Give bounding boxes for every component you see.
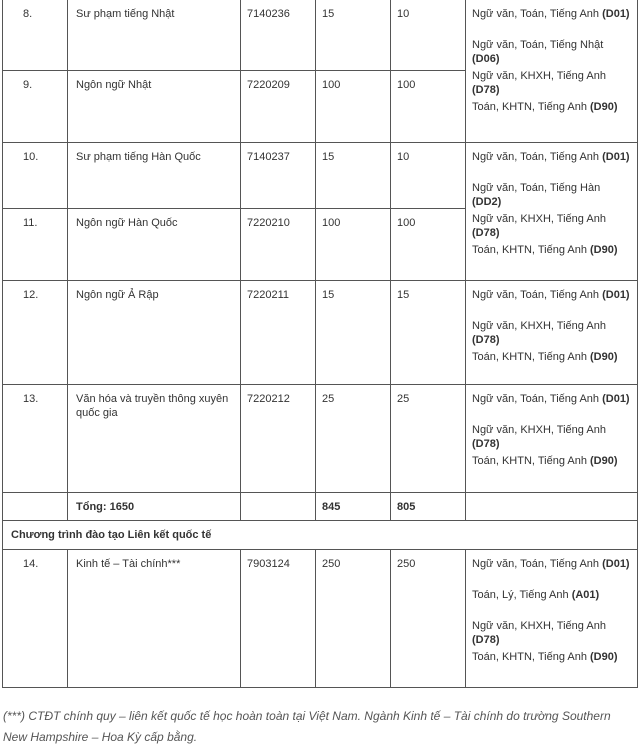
combo-item: Toán, Lý, Tiếng Anh (A01): [472, 588, 600, 601]
combo-item: Toán, KHTN, Tiếng Anh (D90): [472, 101, 618, 113]
quota-exam: 250: [391, 549, 466, 687]
quota-exam: 25: [391, 384, 466, 492]
row-number: 11.: [3, 208, 68, 280]
major-name: Ngôn ngữ Nhật: [68, 70, 241, 142]
quota-total: 250: [316, 549, 391, 687]
quota-exam: 15: [391, 280, 466, 384]
major-code: 7903124: [241, 549, 316, 687]
table-row: [3, 384, 638, 492]
table-row: [3, 142, 638, 208]
major-code: 7220210: [241, 208, 316, 280]
combo-item: Ngữ văn, Toán, Tiếng Nhật (D06): [472, 39, 604, 65]
major-name: Sư phạm tiếng Hàn Quốc: [68, 142, 241, 208]
major-code: 7140236: [241, 0, 316, 70]
major-code: 7220209: [241, 70, 316, 142]
combo-item: Ngữ văn, Toán, Tiếng Anh (D01): [472, 8, 630, 20]
quota-exam: 100: [391, 208, 466, 280]
combo-item: Ngữ văn, KHXH, Tiếng Anh (D78): [472, 319, 606, 346]
row-number: 12.: [3, 280, 68, 384]
quota-total: 25: [316, 384, 391, 492]
subject-combinations: [466, 142, 638, 280]
quota-exam: 10: [391, 0, 466, 70]
major-name: Ngôn ngữ Ả Rập: [68, 280, 241, 384]
row-number: 13.: [3, 384, 68, 492]
subject-combinations: [466, 0, 638, 142]
total-quota: 845: [322, 500, 341, 513]
row-number: 9.: [3, 70, 68, 142]
quota-total: 100: [316, 70, 391, 142]
major-code: 7220212: [241, 384, 316, 492]
major-name: Kinh tế – Tài chính***: [68, 549, 241, 687]
combo-item: Ngữ văn, Toán, Tiếng Anh (D01): [472, 392, 630, 405]
combo-item: Toán, KHTN, Tiếng Anh (D90): [472, 243, 618, 256]
quota-exam: 100: [391, 70, 466, 142]
combo-item: Ngữ văn, Toán, Tiếng Anh (D01): [472, 557, 630, 570]
total-row: [3, 492, 638, 520]
combo-item: Ngữ văn, KHXH, Tiếng Anh (D78): [472, 212, 606, 239]
combo-item: Ngữ văn, Toán, Tiếng Anh (D01): [472, 150, 630, 163]
combo-item: Toán, KHTN, Tiếng Anh (D90): [472, 350, 618, 363]
table-row: [3, 280, 638, 384]
total-exam: 805: [397, 500, 416, 513]
major-code: 7220211: [241, 280, 316, 384]
table-row: [3, 549, 638, 687]
combo-item: Toán, KHTN, Tiếng Anh (D90): [472, 454, 618, 467]
subject-combinations: [466, 280, 638, 384]
subject-combinations: [466, 549, 638, 687]
row-number: 10.: [3, 142, 68, 208]
section-header-row: [3, 520, 638, 549]
section-title: Chương trình đào tạo Liên kết quốc tế: [11, 528, 212, 541]
combo-item: Toán, KHTN, Tiếng Anh (D90): [472, 650, 618, 663]
quota-total: 15: [316, 0, 391, 70]
row-number: 8.: [3, 0, 68, 70]
admissions-table: [2, 0, 638, 688]
combo-item: Ngữ văn, Toán, Tiếng Anh (D01): [472, 288, 630, 301]
quota-exam: 10: [391, 142, 466, 208]
row-number: 14.: [3, 549, 68, 687]
combo-item: Ngữ văn, KHXH, Tiếng Anh (D78): [472, 619, 606, 646]
major-name: Văn hóa và truyền thông xuyên quốc gia: [68, 384, 241, 492]
quota-total: 100: [316, 208, 391, 280]
combo-item: Ngữ văn, Toán, Tiếng Hàn (DD2): [472, 181, 601, 208]
subject-combinations: [466, 384, 638, 492]
combo-item: Ngữ văn, KHXH, Tiếng Anh (D78): [472, 70, 606, 96]
total-label: Tổng: 1650: [76, 500, 135, 513]
major-name: Ngôn ngữ Hàn Quốc: [68, 208, 241, 280]
combo-item: Ngữ văn, KHXH, Tiếng Anh (D78): [472, 423, 606, 450]
footnote: (***) CTĐT chính quy – liên kết quốc tế học hoàn toàn tại Việt Nam. Ngành Kinh tế – Tài chính do trường Southern New Hampshire – Hoa Kỳ cấp bằng.: [3, 709, 611, 744]
quota-total: 15: [316, 142, 391, 208]
table-row: [3, 0, 638, 70]
quota-total: 15: [316, 280, 391, 384]
major-code: 7140237: [241, 142, 316, 208]
major-name: Sư phạm tiếng Nhật: [68, 0, 241, 70]
